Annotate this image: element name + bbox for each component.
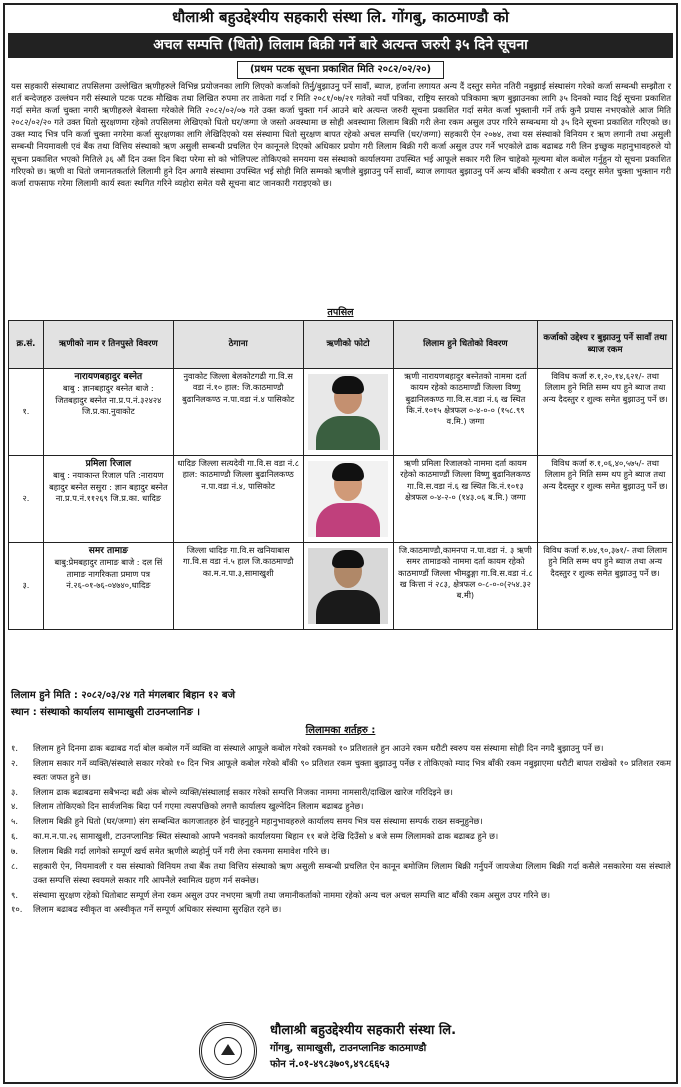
serial-cell: ३. — [9, 543, 44, 630]
borrower-name: प्रमिला रिजाल — [85, 459, 132, 469]
table-caption: तपसिल — [327, 307, 354, 318]
footer-org: धौलाश्री बहुउद्देश्यीय सहकारी संस्था लि. — [270, 1023, 457, 1038]
notice-title: अचल सम्पत्ति (धितो) लिलाम बिक्री गर्ने बारे अत्यन्त जरुरी ३५ दिने सूचना — [8, 33, 673, 58]
col-address: ठेगाना — [173, 321, 303, 369]
table-row — [9, 369, 673, 456]
auction-date: लिलाम हुने मिति : २०८२/०३/२४ गते मंगलबार बिहान १२ बजे — [11, 690, 236, 701]
footer-phone: फोन नं.०१-४९८३७०९,४९८६६५३ — [270, 1058, 390, 1070]
address-cell: जिल्ला धादिङ गा.वि.स खनियाबास गा.वि.स वडा नं.५ हाल जि.काठमाण्डौ का.म.न.पा.३,सामाखुशी — [173, 543, 303, 630]
list-item: ८. सहकारी ऐन, नियमावली र यस संस्थाको विनियम तथा बैंक तथा वित्तिय संस्थाको ऋण असुली सम्बन्धी प्रचलित ऐन कानून बमोजिम लिलाम बिक्री गर्नुपर्ने जायजेथा लिलाम बिक्री गर्दा कसैले नसकारेमा यस संस्थाले उक्त सम्पत्ति संस्था स्वयमले सकार गरि आफ्नैले स्वामित्व ग्रहण गर्न सक्नेछ। — [11, 860, 671, 885]
borrower-cell — [43, 369, 173, 456]
col-collateral: लिलाम हुने धितोको विवरण — [393, 321, 538, 369]
footer-block — [270, 1022, 670, 1072]
publication-date: (प्रथम पटक सूचना प्रकाशित मिति २०८२/०२/२०) — [8, 61, 673, 79]
table-row — [9, 543, 673, 630]
conditions-title: लिलामका शर्तहरु : — [305, 725, 376, 736]
borrower-photo — [308, 461, 388, 537]
list-item: ३. लिलाम ढाक बढाबढमा सबैभन्दा बढी अंक बोल्ने व्यक्ति/संस्थालाई सकार गरेको सम्पत्ति निजका नाममा नामसारी/दाखिल खारेज गरिदिइने छ। — [11, 786, 453, 797]
photo-cell — [303, 369, 393, 456]
list-item: ९. संस्थामा सुरक्षण रहेको धितोबाट सम्पूर्ण लेना रकम असुल उपर नभएमा ऋणी तथा जमानीकर्ताको नाममा रहेको अन्य चल अचल सम्पत्ति बाट बाँकी रकम असुल उपर गरिने छ। — [11, 889, 551, 900]
list-item: ५. लिलाम बिक्री हुने धितो (घर/जग्गा) संग सम्बन्धित कागजातहरु हेर्न चाहनुहुने महानुभावहरुले कार्यालय समय भित्र यस संस्थामा सम्पर्क राख्न सक्नुहुनेछ। — [11, 816, 483, 827]
table-row — [9, 456, 673, 543]
borrower-details: बाबु:प्रेमबहादुर तामाङ बाजे : दल सिं तामाङ नागरिकता प्रमाण पत्र नं.२६-०१-७६-०४७४०,धादिङ — [54, 557, 163, 591]
collateral-cell: ऋणी प्रमिला रिजालको नाममा दर्ता कायम रहेको काठमाण्डौं जिल्ला विष्णु बुढानिलकण्ठ गा.वि.स.वडा नं.६ ख स्थित कि.नं.१०१३ क्षेत्रफल ०-४-२-० (१४३.०६ ब.मि.) जग्गा — [393, 456, 538, 543]
borrower-cell — [43, 456, 173, 543]
borrower-name: समर तामाङ — [88, 546, 128, 556]
table-header-row — [9, 321, 673, 369]
list-item: ४. लिलाम तोकिएको दिन सार्वजनिक बिदा पर्न गएमा त्यसपछिको लगत्तै कार्यालय खुल्नेदिन लिलाम बढाबढ हुनेछ। — [11, 801, 364, 812]
org-heading: धौलाश्री बहुउद्देश्यीय सहकारी संस्था लि. गोंगबु, काठमाण्डौ को — [172, 8, 509, 26]
organization-seal-icon — [199, 1022, 257, 1080]
list-item: ७. लिलाम बिक्री गर्दा लागेको सम्पूर्ण खर्च समेत ऋणीले ब्यहोर्नु पर्ने गरी लेना रकममा समावेश गरिने छ। — [11, 846, 330, 857]
auction-venue: स्थान : संस्थाको कार्यालय सामाखुसी टाउनप्लानिङ । — [11, 707, 201, 718]
borrower-photo — [308, 374, 388, 450]
col-serial: क्र.सं. — [9, 321, 44, 369]
conditions-list — [11, 742, 671, 918]
list-item: १. लिलाम हुने दिनमा ढाक बढाबढ गर्दा बोल कबोल गर्ने व्यक्ति वा संस्थाले आफूले कबोल गरेको रकमको १० प्रतिशतले हुन आउने रकम धरौटी स्वरुप यस संस्थामा सोही दिन नगदै बुझाउनु पर्ने छ। — [11, 743, 604, 753]
collateral-cell: ऋणी नारायणबहादुर बस्नेतको नाममा दर्ता कायम रहेको काठमाण्डौं जिल्ला विष्णु बुढानिलकण्ठ गा.वि.स.वडा नं.६ ख स्थित कि.नं.१०१५ क्षेत्रफल ०-४-०-० (१५८.९९ व.मि.) जग्गा — [393, 369, 538, 456]
list-item: १०. लिलाम बढाबढ स्वीकृत वा अस्वीकृत गर्ने सम्पूर्ण अधिकार संस्थामा सुरक्षित रहने छ। — [11, 904, 282, 915]
col-borrower: ऋणीको नाम र तिनपुस्ते विवरण — [43, 321, 173, 369]
list-item: ६. का.म.न.पा.२६ सामाखुशी, टाउनप्लानिङ स्थित संस्थाको आफ्नै भवनको कार्यालयमा बिहान ११ बजे देखि दिउँसो ४ बजे सम्म लिलामको ढाक बढाबढ हुने छ। — [11, 831, 499, 842]
loan-cell: विविध कर्जा रु.७४,९०,३७१/- तथा लिलाम हुने मिति सम्म थप हुने ब्याज तथा अन्य दैदस्तुर र शुल्क समेत बुझाउनु पर्ने छ। — [538, 543, 673, 630]
address-cell: नुवाकोट जिल्ला बेलकोटगढी गा.वि.स वडा नं.१० हाल: जि.काठमाण्डौ बुढानिलकण्ठ न.पा.वडा नं.४ पासिकोट — [173, 369, 303, 456]
address-cell: धादिङ जिल्ला सत्यदेवी गा.वि.स वडा नं.८ हाल: काठमाण्डौ जिल्ला बुढानिलकण्ठ न.पा.वडा नं.४, पासिकोट — [173, 456, 303, 543]
photo-cell — [303, 456, 393, 543]
borrower-name: नारायणबहादुर बस्नेत — [74, 372, 143, 382]
col-photo: ऋणीको फोटो — [303, 321, 393, 369]
borrower-details: बाबु : नयाकान्त रिजाल पति :नारायण बहादुर बस्नेत ससुरा : ज्ञान बहादुर बस्नेत ना.प्र.प.नं.११२६९ जि.प्र.का. धादिङ — [49, 470, 168, 504]
serial-cell: १. — [9, 369, 44, 456]
details-table — [8, 320, 673, 630]
serial-cell: २. — [9, 456, 44, 543]
photo-cell — [303, 543, 393, 630]
borrower-photo — [308, 548, 388, 624]
loan-cell: विविध कर्जा रु.१,२०,१४,६२१/- तथा लिलाम हुने मिति सम्म थप हुने ब्याज तथा अन्य दैदस्तुर र शुल्क समेत बुझाउनु पर्ने छ। — [538, 369, 673, 456]
intro-paragraph: यस सहकारी संस्थाबाट तपसिलमा उल्लेखित ऋणीहरुले विभिन्न प्रयोजनका लागि लिएको कर्जाको तिर्नु/बुझाउनु पर्ने सावाँ, ब्याज, हर्जाना लगायत अन्य दैं दस्तुर समेत नतिरी नबुझाई संस्थासंग गरेको कर्जा सम्बन्धी सम्झौता र शर्त बन्देजहरु उल्लंघन गरी संस्थाले पटक पटक मौखिक तथा लिखित रुपमा तर ताकेता गर्दा र मिति २०८१/०७/२१ गतेको नयाँ पत्रिका, राष्ट्रिय स्तरको पत्रिकामा ऋण बुझाउनका लागि ३५ दिनको म्याद दिई सूचना प्रकाशित गर्दा समेत कर्जा चुक्ता नगरी ऋणीहरुले बेवास्ता गरेकोले मिति २०८२/०२/०७ गते उक्त कर्जा चुक्ता गर्न आउने बारे अत्यन्त जरुरी सूचना प्रकाशित गर्दा समेत कर्जा भुक्तानी गर्ने तर्फ कुनै प्रयास नभएकोले आज मिति २०८२/०२/२० गते उक्त धितो सुरक्षणमा रहेको तपसिलमा लेखिएको धितो घर/जग्गा जे जस्तो अवस्थामा छ सोही अवस्थामा लिलाम बिक्री गरी लेना रकम असुल उपर गरिने सम्बन्धमा यो ३५ दिने सूचना प्रकाशित गरिएको छ। उक्त म्याद भित्र पनि कर्जा चुक्ता नगरेमा कर्जा सुरक्षणका लागि लेखिदिएको यस संस्थामा धितो सुरक्षण बापत रहेको अचल सम्पत्ति (घर/जग्गा) सहकारी ऐन २०७४, तथा यस संस्थाको विनियम र ऋण लगानी तथा असुली सम्बन्धी नियमावली एवं बैंक तथा वित्तिय संस्थाको ऋण असुली सम्बन्धी प्रचलित ऐन कानूनले दिएको अधिकार प्रयोग गरी लिलाम बिक्री गरी कर्जा असुल उपर गर्ने भएकोले ढाक बढाबढ गरी लिन इच्छुक महानुभावहरुले यो सूचना प्रकाशित भएको मितिले ३६ औं दिन उक्त दिन बिदा परेमा सो को भोलिपल्ट तोकिएको समयमा यस संस्थाको कार्यालयमा उपस्थित भई आफूले सकार गरी लिन चाहेको मूल्यमा बोल कबोल गर्नुहुन यो सूचना प्रकाशित गरिएको छ। ऋणी वा धितो जमानतकर्ताले लिलामी हुने दिन अगावै संस्थामा उपस्थित भई सोही मिति सम्मको ऋणीले बुझाउनु पर्ने सावाँ, ब्याज लगायत बुझाउनु पर्ने अन्य बाँकी बक्यौता र अन्य दस्तुर समेत चुक्ता भुक्तान गरी कर्जा राफसाफ गरेमा लिलामी कार्य स्वतः स्थगित गरिने व्यहोरा समेत यसै सूचना बाट जानकारी गराइएको छ। — [11, 81, 671, 188]
list-item: २. लिलाम सकार गर्ने व्यक्ति/संस्थाले सकार गरेको १० दिन भित्र आफूले कबोल गरेको बाँकी ९० प्रतिशत रकम चुक्ता बुझाउनु पर्नेछ र तोकिएको म्याद भित्र बाँकी रकम नबुझाएमा धरौटी बापत राखेको १० प्रतिशत रकम स्वतः जफत हुने छ। — [11, 757, 671, 782]
borrower-details: बाबु : ज्ञानबहादुर बस्नेत बाजे : जितबहादुर बस्नेत ना.प्र.प.नं.३२४२४ जि.प्र.का.नुवाकोट — [55, 383, 162, 417]
collateral-cell: जि.काठमाण्डौ,कामनपा न.पा.वडा नं. ३ ऋणी समर तामाङको नाममा दर्ता कायम रहेको काठमाण्डौं जिल्ला भीमढुङ्गा गा.वि.स.वडा नं.८ ख कित्ता नं २८३, क्षेत्रफल ०-८-०-०(२५४.३२ ब.मी) — [393, 543, 538, 630]
footer-address: गोंगबु, सामाखुसी, टाउनप्लानिङ काठमाण्डौ — [270, 1042, 427, 1054]
col-loan: कर्जाको उद्देश्य र बुझाउनु पर्ने सावाँ तथा ब्याज रकम — [538, 321, 673, 369]
loan-cell: विविध कर्जा रु.१,०६,४०,५७५/- तथा लिलाम हुने मिति सम्म थप हुने ब्याज तथा अन्य दैदस्तुर र शुल्क समेत बुझाउनु पर्ने छ। — [538, 456, 673, 543]
borrower-cell — [43, 543, 173, 630]
